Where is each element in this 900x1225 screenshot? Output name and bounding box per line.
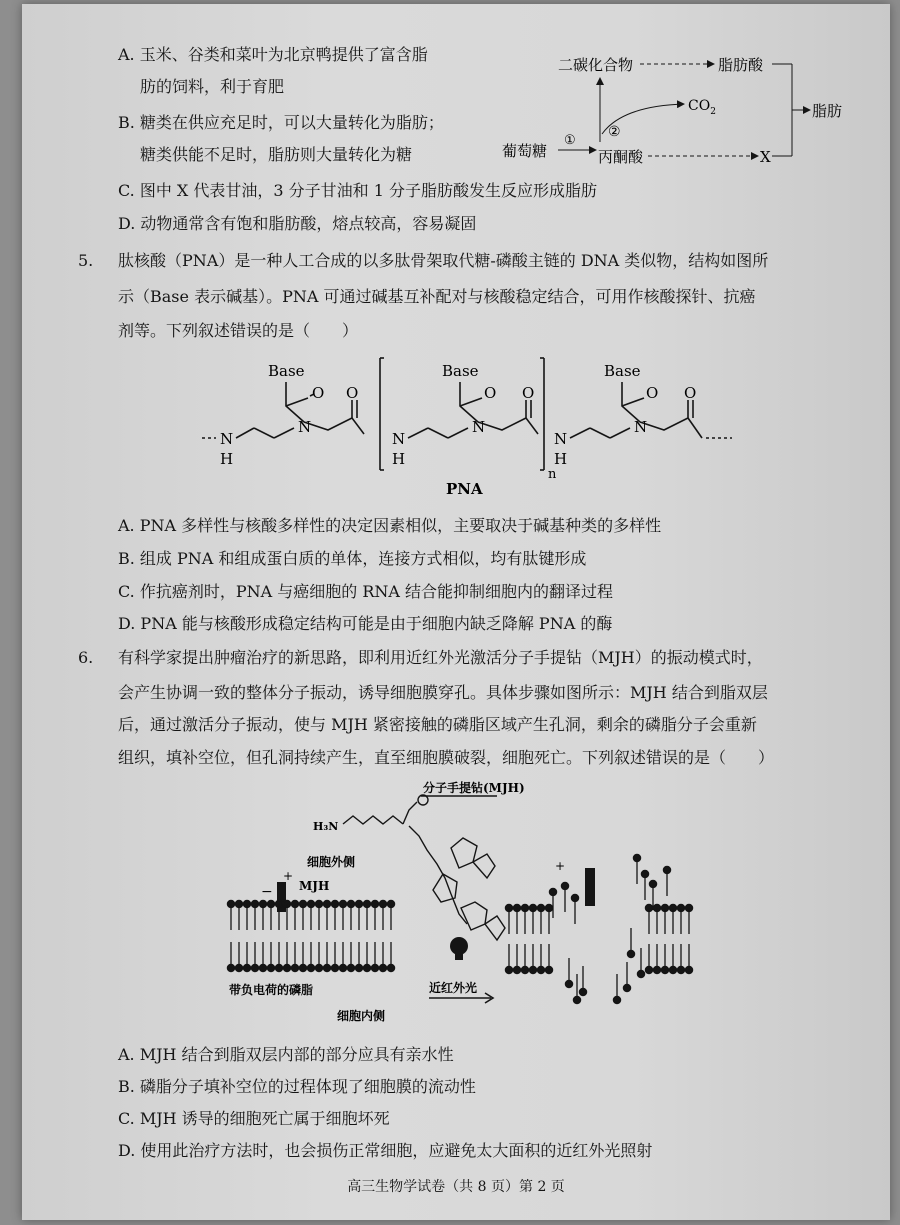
mjh-membrane-diagram	[197, 774, 717, 1034]
q6-option-c: C. MJH 诱导的细胞死亡属于细胞坏死	[118, 1109, 390, 1128]
co2-label: $CO_2$	[688, 98, 716, 117]
q5-option-a: A. PNA 多样性与核酸多样性的决定因素相似，主要取决于碱基种类的多样性	[118, 516, 662, 535]
glucose-label: 葡萄糖	[502, 142, 548, 160]
carbonyl-o-3: O	[484, 384, 497, 402]
step-2-label: ②	[608, 124, 621, 140]
q5-option-c: C. 作抗癌剂时，PNA 与癌细胞的 RNA 结合能抑制细胞内的翻译过程	[118, 582, 614, 601]
fat-label: 脂肪	[812, 102, 843, 120]
charge-plus-1: +	[283, 869, 294, 883]
q4-option-b-line1: B. 糖类在供应充足时，可以大量转化为脂肪；	[118, 113, 444, 132]
cell-inside-label: 细胞内侧	[337, 1009, 386, 1023]
carbonyl-o-4: O	[522, 384, 535, 402]
mjh-title-label: 分子手提钻(MJH)	[423, 781, 525, 795]
base-label-2: Base	[442, 362, 479, 380]
base-label-1: Base	[268, 362, 305, 380]
x-label: X	[760, 148, 771, 166]
q5-option-d: D. PNA 能与核酸形成稳定结构可能是由于细胞内缺乏降解 PNA 的酶	[118, 614, 613, 633]
q4-option-a-line1: A. 玉米、谷类和菜叶为北京鸭提供了富含脂	[118, 45, 428, 64]
hydrogen-3: H	[392, 450, 406, 468]
mjh-label: MJH	[299, 879, 330, 893]
h3n-label: H₃N	[313, 820, 339, 833]
pna-structure-diagram	[202, 354, 742, 504]
carbonyl-o-2: O	[346, 384, 359, 402]
negative-phospholipid-label: 带负电荷的磷脂	[229, 983, 314, 997]
nitrogen-5: N	[554, 430, 568, 448]
q6-stem-line2: 会产生协调一致的整体分子振动，诱导细胞膜穿孔。具体步骤如图所示：MJH 结合到脂双层	[118, 683, 768, 702]
carbonyl-o-6: O	[684, 384, 697, 402]
carbonyl-o-5: O	[646, 384, 659, 402]
q6-option-a: A. MJH 结合到脂双层内部的部分应具有亲水性	[118, 1045, 454, 1064]
charge-minus-1: −	[261, 884, 273, 900]
nitrogen-2: N	[298, 418, 312, 436]
q4-option-a-line2: 肪的饲料，利于育肥	[140, 77, 285, 96]
pyruvate-label: 丙酮酸	[598, 148, 644, 166]
q6-option-b: B. 磷脂分子填补空位的过程体现了细胞膜的流动性	[118, 1077, 476, 1096]
nitrogen-6: N	[634, 418, 648, 436]
q5-number: 5.	[78, 251, 94, 270]
nitrogen-3: N	[392, 430, 406, 448]
intact-bilayer	[227, 900, 394, 971]
q4-option-b-line2: 糖类供能不足时，脂肪则大量转化为糖	[140, 145, 413, 164]
fatty-acid-label: 脂肪酸	[718, 56, 764, 74]
q5-stem-line1: 肽核酸（PNA）是一种人工合成的以多肽骨架取代糖-磷酸主链的 DNA 类似物，结构如图所	[118, 251, 769, 270]
q6-stem-line1: 有科学家提出肿瘤治疗的新思路，即利用近红外光激活分子手提钻（MJH）的振动模式时，	[118, 648, 763, 667]
near-infrared-label: 近红外光	[429, 981, 478, 995]
hydrogen-1: H	[220, 450, 234, 468]
q6-stem-line3: 后，通过激活分子振动，使与 MJH 紧密接触的磷脂区域产生孔洞，剩余的磷脂分子会重新	[118, 715, 757, 734]
q4-option-d: D. 动物通常含有饱和脂肪酸，熔点较高，容易凝固	[118, 214, 477, 233]
q6-stem-line4: 组织，填补空位，但孔洞持续产生，直至细胞膜破裂，细胞死亡。下列叙述错误的是（ ）	[118, 748, 775, 767]
step-1-label: ①	[564, 133, 576, 148]
two-carbon-compound-label: 二碳化合物	[558, 56, 634, 74]
nitrogen-4: N	[472, 418, 486, 436]
q5-option-b: B. 组成 PNA 和组成蛋白质的单体，连接方式相似，均有肽键形成	[118, 549, 587, 568]
pna-caption: PNA	[446, 480, 483, 498]
nitrogen-1: N	[220, 430, 234, 448]
hydrogen-5: H	[554, 450, 568, 468]
cell-outside-label: 细胞外侧	[307, 855, 356, 869]
base-label-3: Base	[604, 362, 641, 380]
exam-page	[22, 4, 890, 1220]
repeat-subscript-n: n	[548, 467, 557, 482]
q4-option-c: C. 图中 X 代表甘油，3 分子甘油和 1 分子脂肪酸发生反应形成脂肪	[118, 181, 598, 200]
q5-stem-line2: 示（Base 表示碱基）。PNA 可通过碱基互补配对与核酸稳定结合，可用作核酸探针、抗癌	[118, 287, 756, 306]
q6-number: 6.	[78, 648, 94, 667]
q5-stem-line3: 剂等。下列叙述错误的是（ ）	[118, 321, 359, 340]
q6-option-d: D. 使用此治疗方法时，也会损伤正常细胞，应避免太大面积的近红外光照射	[118, 1141, 653, 1160]
page-footer: 高三生物学试卷（共 8 页）第 2 页	[347, 1179, 565, 1195]
metabolism-diagram	[482, 44, 862, 174]
charge-plus-2: +	[555, 859, 566, 873]
carbonyl-o-1: O	[312, 384, 325, 402]
